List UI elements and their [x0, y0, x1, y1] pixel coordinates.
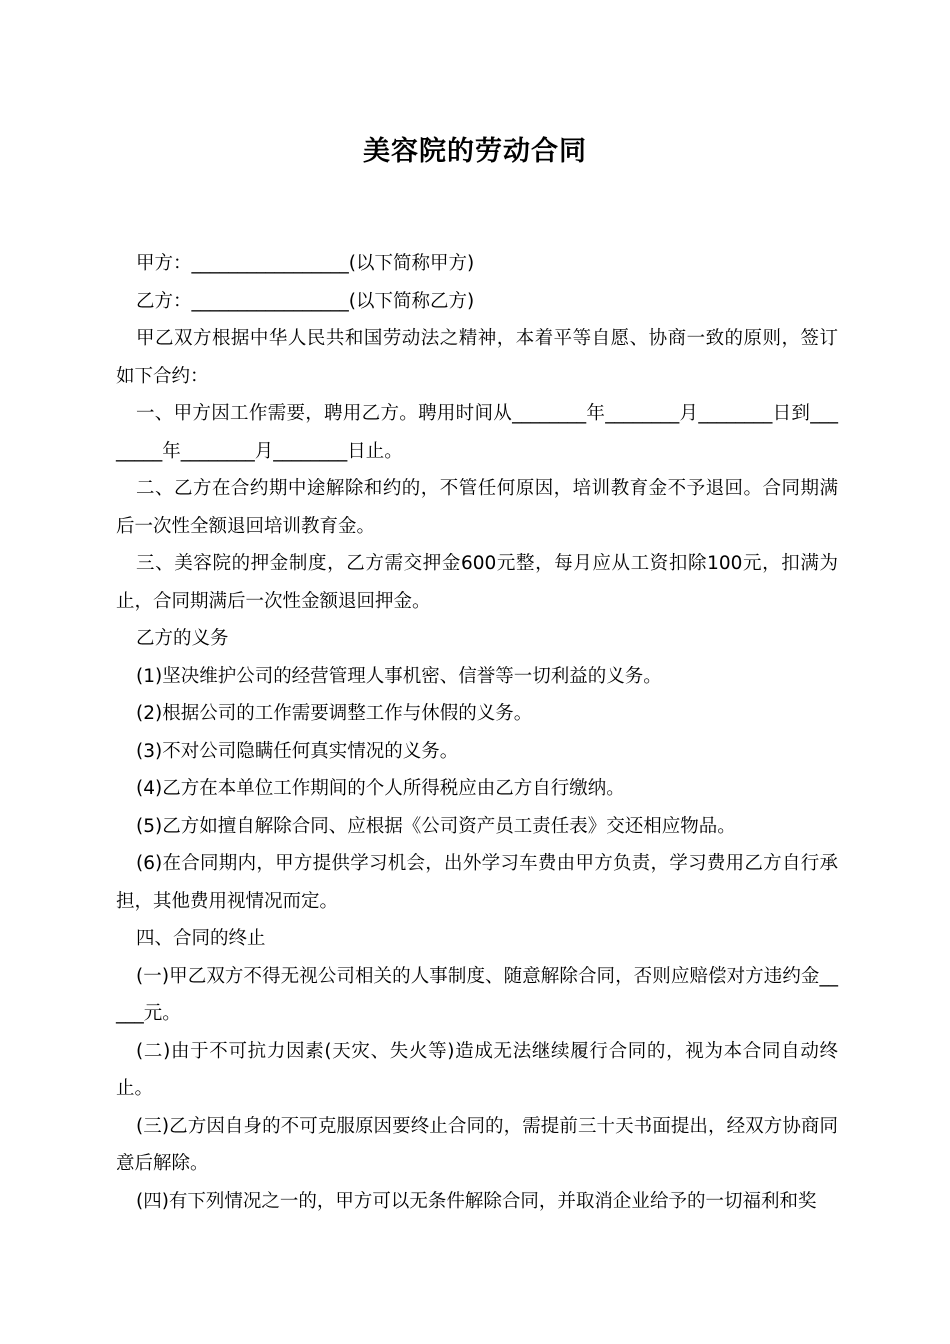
- obligation-item-3: (3)不对公司隐瞒任何真实情况的义务。: [136, 740, 459, 762]
- termination-item-2: (二)由于不可抗力因素(天灾、失火等)造成无法继续履行合同的，视为本合同自动终止。: [116, 1040, 838, 1099]
- clause-3-paragraph: 三、美容院的押金制度，乙方需交押金600元整，每月应从工资扣除100元，扣满为止，合同期满后一次性金额退回押金。: [116, 553, 838, 612]
- obligation-item-5: (5)乙方如擅自解除合同、应根据《公司资产员工责任表》交还相应物品。: [136, 815, 736, 837]
- clause-2-paragraph: 二、乙方在合约期中途解除和约的，不管任何原因，培训教育金不予退回。合同期满后一次性全额退回培训教育金。: [116, 478, 838, 537]
- document-title: 美容院的劳动合同: [363, 136, 587, 167]
- obligations-heading: 乙方的义务: [136, 628, 229, 649]
- party-b-line: 乙方：_________________(以下简称乙方): [136, 290, 475, 312]
- termination-item-4: (四)有下列情况之一的，甲方可以无条件解除合同，并取消企业给予的一切福利和奖: [136, 1190, 817, 1212]
- obligation-item-2: (2)根据公司的工作需要调整工作与休假的义务。: [136, 703, 533, 724]
- termination-item-3: (三)乙方因自身的不可克服原因要终止合同的，需提前三十天书面提出，经双方协商同意后解除。: [116, 1115, 838, 1174]
- obligation-item-6: (6)在合同期内，甲方提供学习机会，出外学习车费由甲方负责，学习费用乙方自行承担，其他费用视情况而定。: [116, 853, 838, 912]
- clause-1-paragraph: 一、甲方因工作需要，聘用乙方。聘用时间从________年________月________日到________年________月________日止。: [116, 403, 838, 462]
- termination-heading: 四、合同的终止: [136, 928, 266, 949]
- party-a-line: 甲方：_________________(以下简称甲方): [136, 253, 475, 274]
- obligation-item-1: (1)坚决维护公司的经营管理人事机密、信誉等一切利益的义务。: [136, 665, 662, 687]
- termination-item-1: (一)甲乙双方不得无视公司相关的人事制度、随意解除合同，否则应赔偿对方违约金_____元。: [116, 965, 838, 1024]
- obligation-item-4: (4)乙方在本单位工作期间的个人所得税应由乙方自行缴纳。: [136, 778, 625, 799]
- document-body: [116, 245, 838, 1220]
- preamble-paragraph: 甲乙双方根据中华人民共和国劳动法之精神，本着平等自愿、协商一致的原则，签订如下合约：: [116, 328, 838, 387]
